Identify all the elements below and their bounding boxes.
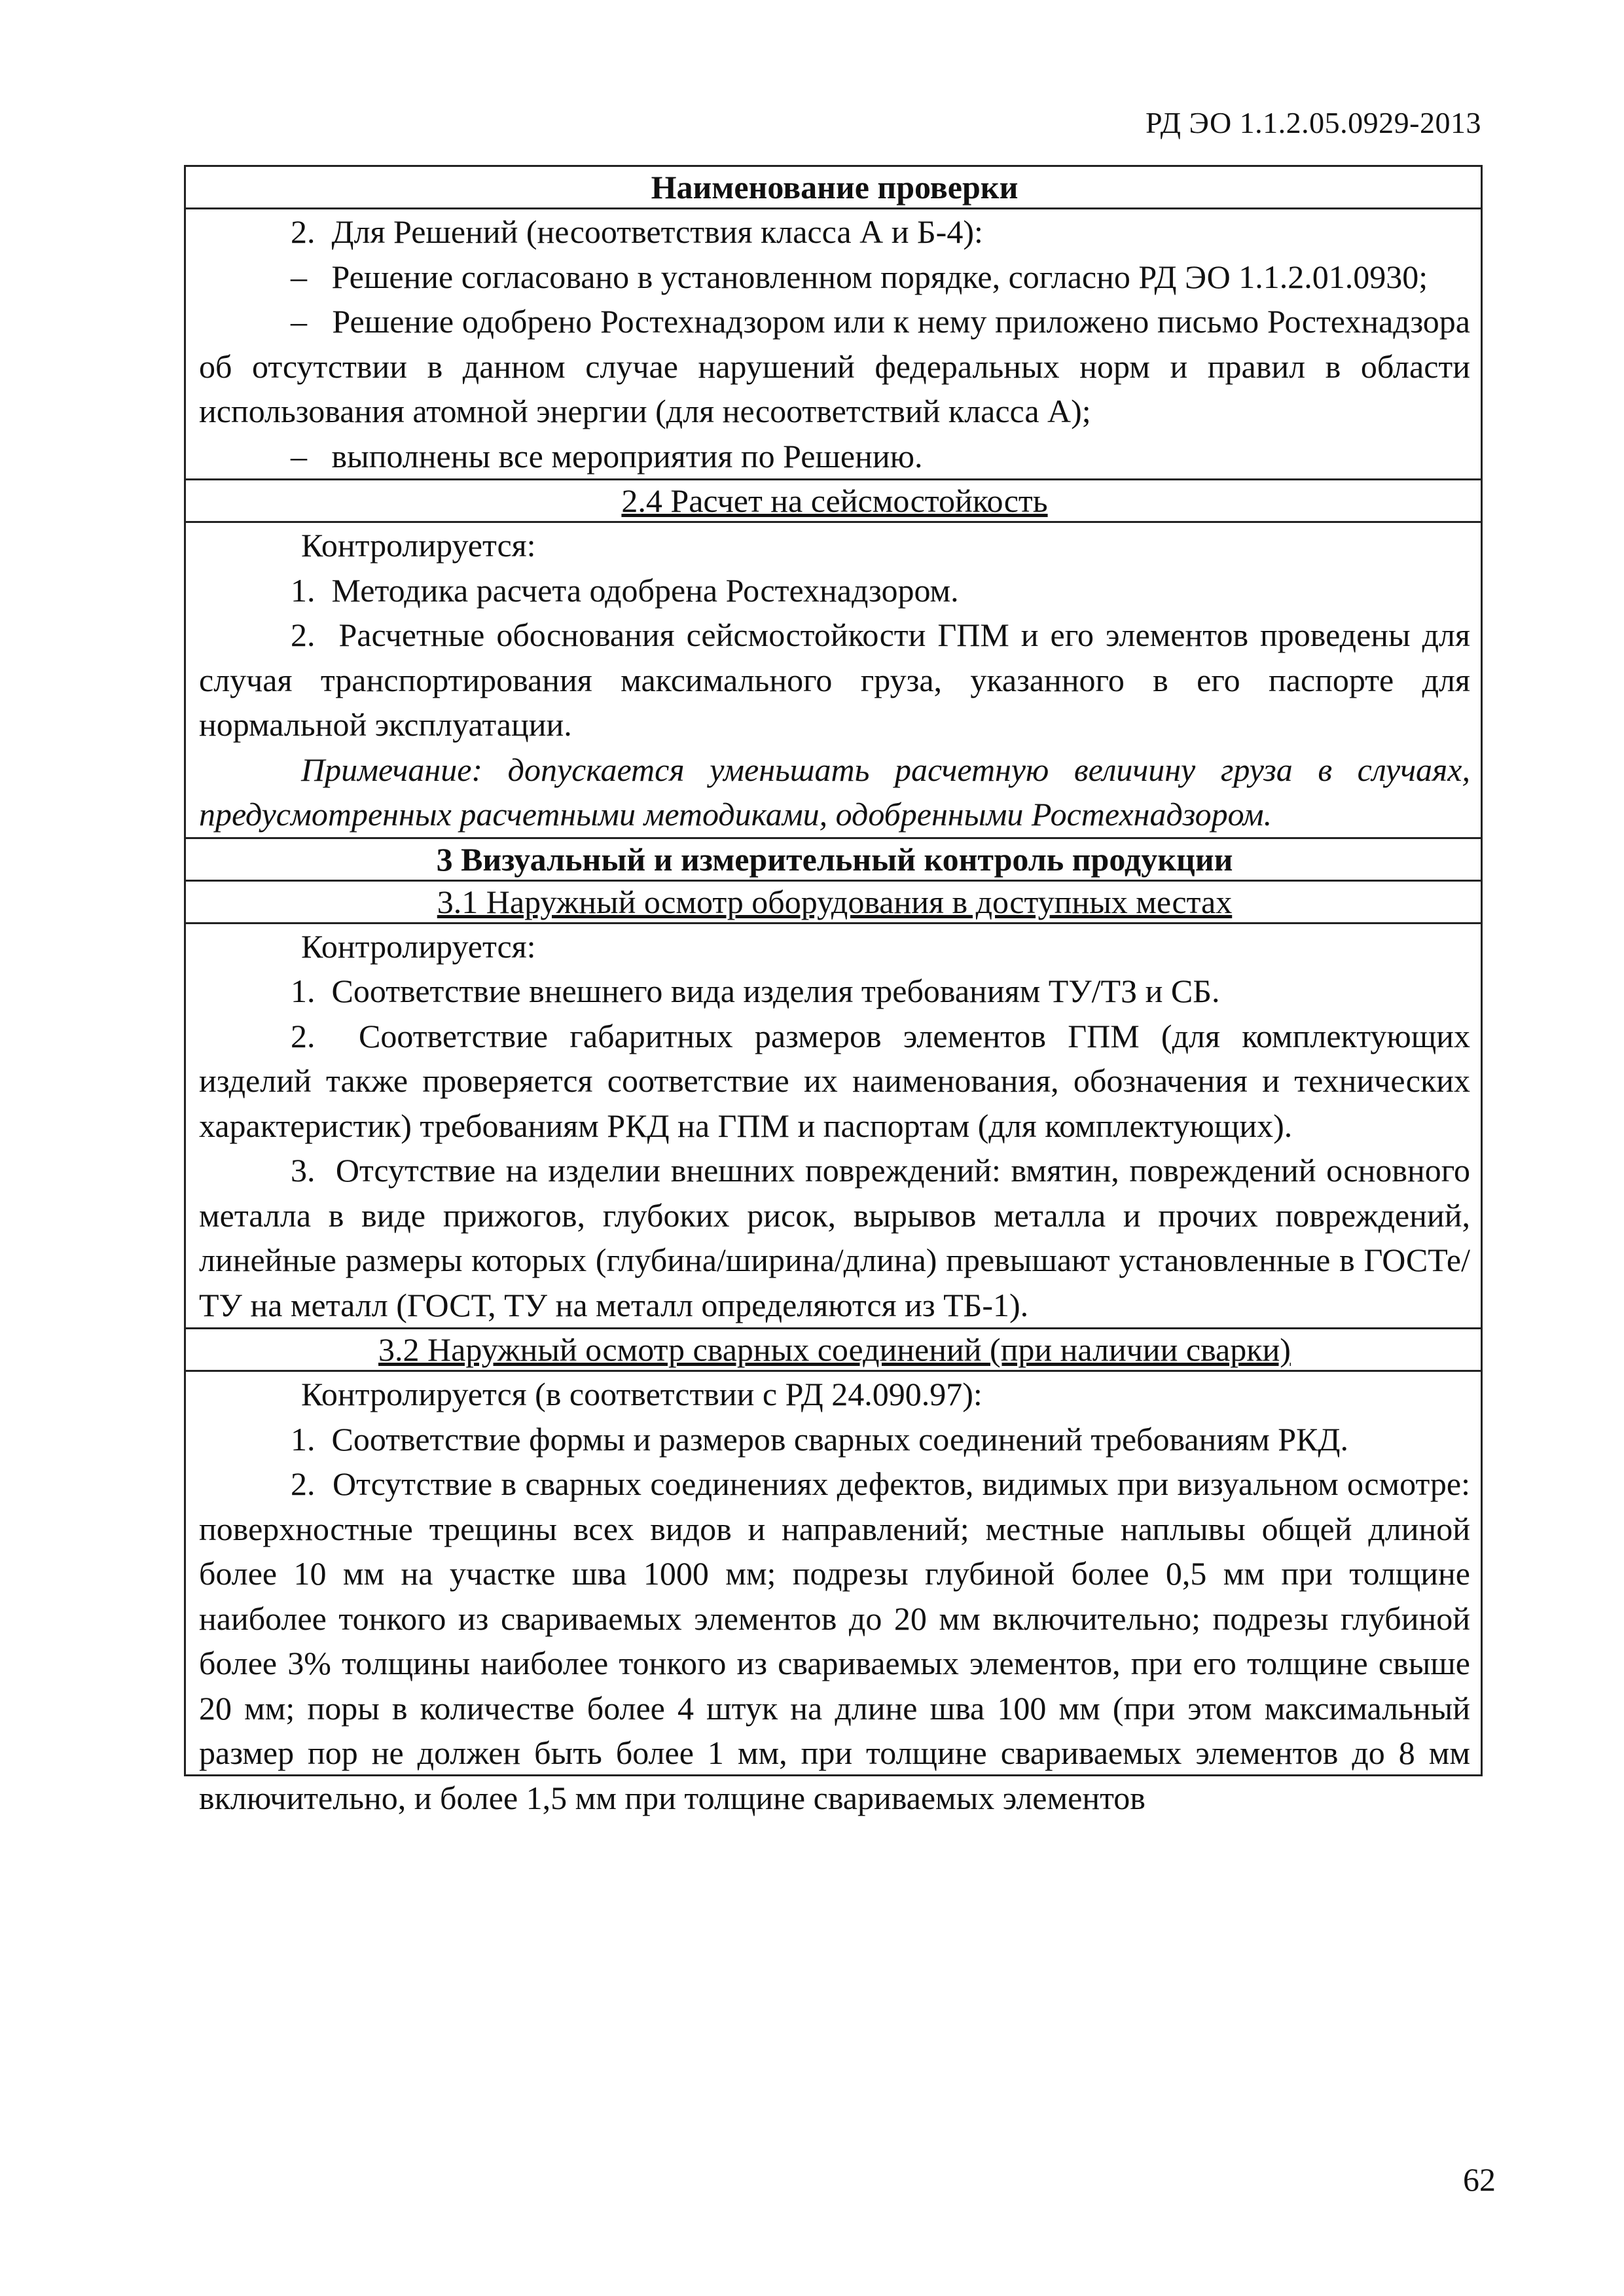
list-item: 2. Соответствие габаритных размеров элементов ГПМ (для комплектующих изделий также проверяется соответствие их наименования, обозначения и технических характеристик) требованиям РКД на ГПМ и паспортам (для комплектующих). [199, 1017, 1470, 1144]
section-heading-row [185, 880, 1482, 923]
section-heading-row [185, 838, 1482, 880]
section-3-1-body [185, 923, 1482, 1329]
section-heading-row [185, 1329, 1482, 1371]
section-2-4-title: 2.4 Расчет на сейсмостойкость [185, 480, 1482, 522]
intro-text: Контролируется: [301, 527, 536, 564]
section-3-2-title: 3.2 Наружный осмотр сварных соединений (при наличии сварки) [185, 1329, 1482, 1371]
checks-table [184, 165, 1483, 1816]
list-item: – Решение согласовано в установленном порядке, согласно РД ЭО 1.1.2.01.0930; [291, 258, 1428, 295]
list-item: 1. Соответствие внешнего вида изделия требованиям ТУ/ТЗ и СБ. [291, 973, 1220, 1009]
note-text: Примечание: допускается уменьшать расчетную величину груза в случаях, предусмотренных расчетными методиками, одобренными Ростехнадзором. [199, 751, 1470, 833]
list-item: – выполнены все мероприятия по Решению. [291, 437, 923, 475]
list-item: 2. Расчетные обоснования сейсмостойкости ГПМ и его элементов проведены для случая транспортирования максимального груза, указанного в его паспорте для нормальной эксплуатации. [199, 617, 1470, 743]
table-row [185, 522, 1482, 838]
list-item: 3. Отсутствие на изделии внешних повреждений: вмятин, повреждений основного металла в виде прижогов, глубоких рисок, вырывов металла и прочих повреждений, линейные размеры которых (глубина/ширина/длина) превышают установленные в ГОСТе/ТУ на металл (ГОСТ, ТУ на металл определяются из ТБ-1). [199, 1152, 1470, 1323]
page-number: 62 [1463, 2161, 1496, 2198]
intro-text: Контролируется: [301, 927, 536, 965]
list-item: – Решение одобрено Ростехнадзором или к нему приложено письмо Ростехнадзора об отсутствии в данном случае нарушений федеральных норм и правил в области использования атомной энергии (для несоответствий класса А); [199, 303, 1470, 429]
column-title: Наименование проверки [185, 166, 1482, 209]
list-item: 1. Методика расчета одобрена Ростехнадзором. [291, 571, 959, 609]
list-item: 1. Соответствие формы и размеров сварных соединений требованиям РКД. [291, 1420, 1349, 1458]
decisions-cell [185, 209, 1482, 480]
section-3-2-content [199, 1372, 1470, 1816]
list-item: 2. Отсутствие в сварных соединениях дефектов, видимых при визуальном осмотре: поверхностные трещины всех видов и направлений; местные наплывы общей длиной более 10 мм на участке шва 1000 мм; подрезы глубиной более 0,5 мм при толщине наиболее тонкого из свариваемых элементов до 20 мм включительно; подрезы глубиной более 3% толщины наиболее тонкого из свариваемых элементов, при его толщине свыше 20 мм; поры в количестве более 4 штук на длине шва 100 мм (при этом максимальный размер пор не должен быть более 1 мм, при толщине свариваемых элементов до 8 мм включительно, и более 1,5 мм при толщине свариваемых элементов [199, 1465, 1470, 1816]
table-row [185, 209, 1482, 480]
table-row [185, 1371, 1482, 1776]
table-row [185, 923, 1482, 1329]
section-2-4-body [185, 522, 1482, 838]
table-header-row [185, 166, 1482, 209]
section-heading-row [185, 480, 1482, 522]
section-3-title: 3 Визуальный и измерительный контроль продукции [185, 838, 1482, 880]
section-3-1-title: 3.1 Наружный осмотр оборудования в доступных местах [185, 880, 1482, 923]
list-item: 2. Для Решений (несоответствия класса А и Б-4): [291, 213, 983, 250]
intro-text: Контролируется (в соответствии с РД 24.090.97): [301, 1376, 983, 1412]
section-3-2-body [185, 1371, 1482, 1816]
document-code: РД ЭО 1.1.2.05.0929-2013 [1146, 106, 1481, 139]
